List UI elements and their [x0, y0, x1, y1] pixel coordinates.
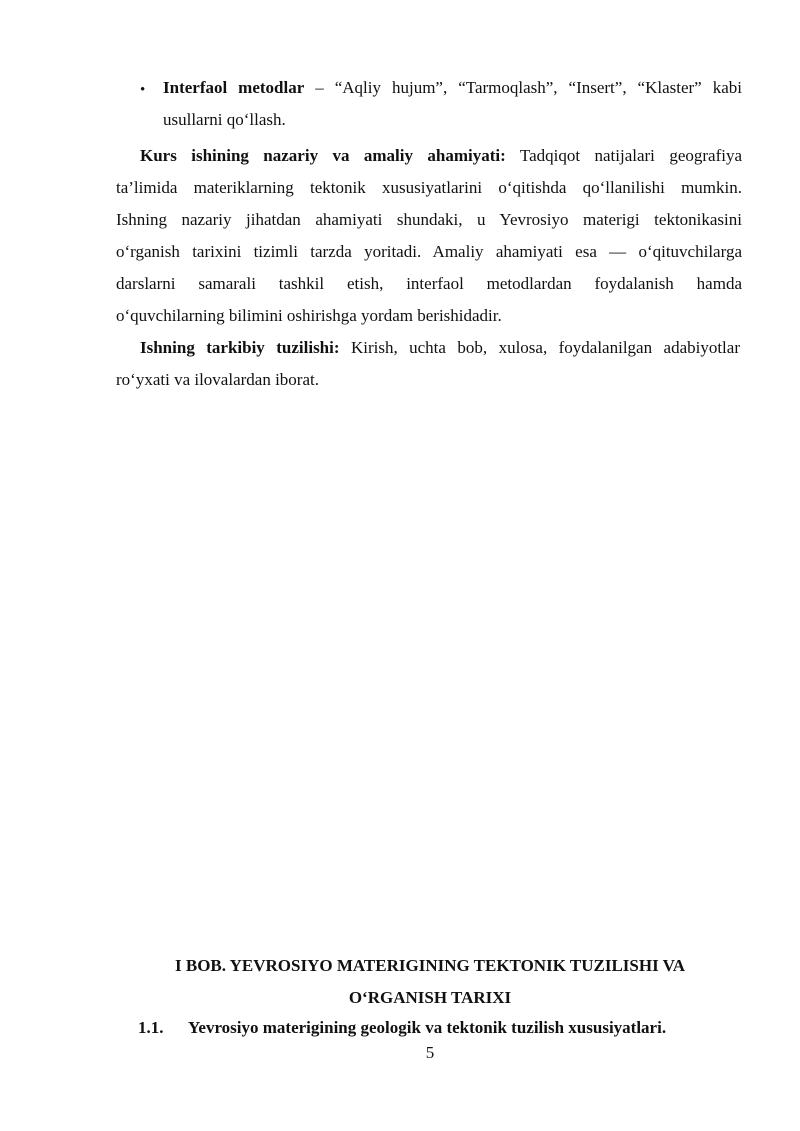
significance-line-6: o‘quvchilarning bilimini oshirishga yordam berishidadir. — [116, 306, 502, 325]
section-title: Yevrosiyo materigining geologik va tektonik tuzilish xususiyatlari. — [188, 1018, 667, 1037]
section-number: 1.1. — [138, 1018, 164, 1037]
structure-text: Kirish, uchta bob, xulosa, foydalanilgan adabiyotlar — [339, 338, 740, 357]
chapter-title-line-2: O‘RGANISH TARIXI — [348, 988, 512, 1007]
bullet-item-line-1 — [163, 78, 742, 98]
significance-line-1 — [140, 146, 742, 166]
significance-line-4: o‘rganish tarixini tizimli tarzda yoritadi. Amaliy ahamiyati esa — o‘qituvchilarga — [116, 242, 742, 261]
bullet-item-line-2: usullarni qo‘llash. — [163, 110, 286, 129]
structure-label: Ishning tarkibiy tuzilishi: — [140, 338, 340, 357]
bullet-term: Interfaol metodlar — [163, 78, 305, 97]
significance-label: Kurs ishining nazariy va amaliy ahamiyati: — [140, 146, 506, 165]
significance-line-3: Ishning nazariy jihatdan ahamiyati shundaki, u Yevrosiyo materigi tektonikasini — [116, 210, 742, 229]
structure-line-1 — [140, 338, 740, 358]
page-number: 5 — [425, 1043, 435, 1062]
significance-line-5: darslarni samarali tashkil etish, interfaol metodlardan foydalanish hamda — [116, 274, 742, 293]
bullet-text: – “Aqliy hujum”, “Tarmoqlash”, “Insert”, “Klaster” kabi — [304, 78, 742, 97]
structure-line-2: ro‘yxati va ilovalardan iborat. — [116, 370, 319, 389]
significance-text: Tadqiqot natijalari geografiya — [505, 146, 742, 165]
chapter-title-line-1: I BOB. YEVROSIYO MATERIGINING TEKTONIK TUZILISHI VA — [175, 956, 685, 975]
significance-line-2: ta’limida materiklarning tektonik xususiyatlarini o‘qitishda qo‘llanilishi mumkin. — [116, 178, 742, 197]
bullet-marker: • — [140, 82, 146, 98]
